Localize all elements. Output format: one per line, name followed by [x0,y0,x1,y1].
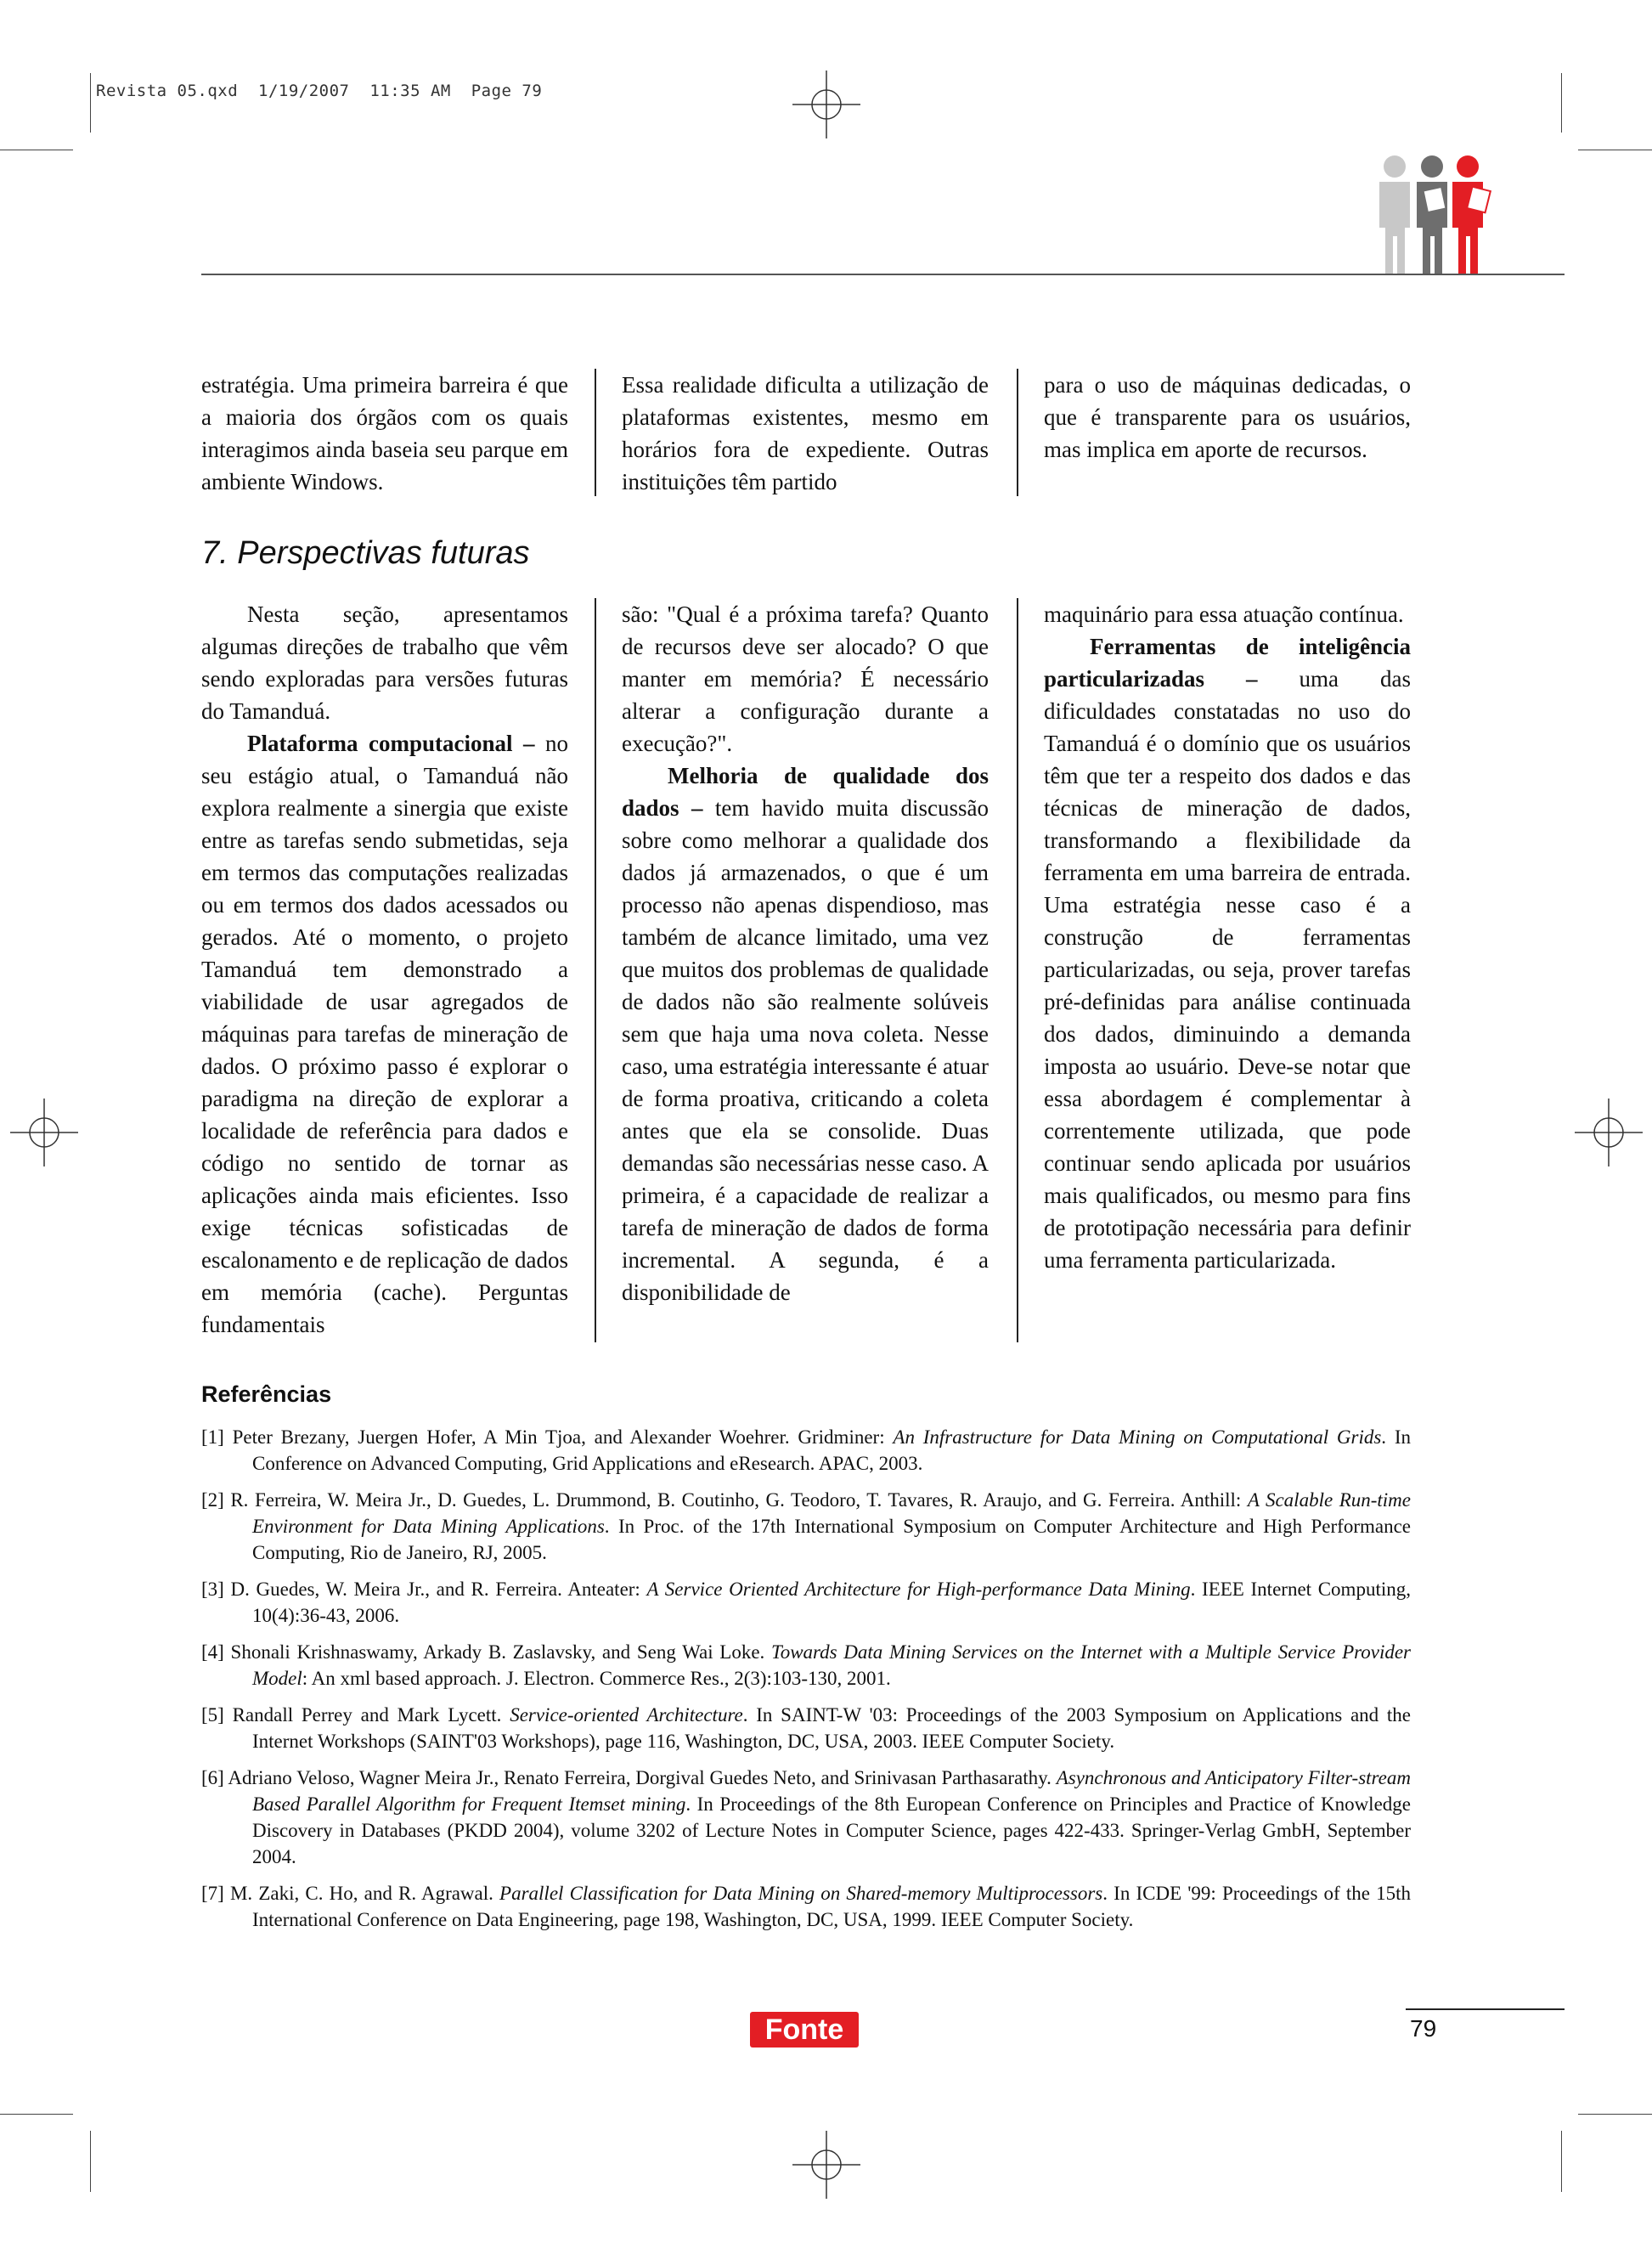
top-column-2: Essa realidade dificulta a utilização de plataformas existentes, mesmo em horários fora de expediente. Outras instituições têm partido [622,372,989,494]
paragraph-text: tem havido muita discussão sobre como melhorar a qualidade dos dados já armazenados, o que é um processo não apenas dispendioso, mas também de alcance limitado, uma vez que muitos dos problemas de qualidade de dados não são realmente solúveis sem que haja uma nova coleta. Nesse caso, uma estratégia interessante é atuar de forma proativa, criticando a coleta antes que ela se consolide. Duas demandas são necessárias nesse caso. A primeira, é a capacidade de realizar a tarefa de mineração de dados de forma incremental. A segunda, é a disponibilidade de [622,795,990,1305]
column-divider [595,369,596,496]
fonte-logo: Fonte [750,2012,859,2048]
reference-item: [6] Adriano Veloso, Wagner Meira Jr., Renato Ferreira, Dorgival Guedes Neto, and Srinivasan Parthasarathy. Asynchronous and Anticipatory Filter-stream Based Parallel Algorithm for Frequent Itemset mining. In Proceedings of the 8th European Conference on Principles and Practice of Knowledge Discovery in Databases (PKDD 2004), volume 3202 of Lecture Notes in Computer Science, pages 422-433. Springer-Verlag GmbH, September 2004. [201,1767,1411,1867]
reference-item: [5] Randall Perrey and Mark Lycett. Service-oriented Architecture. In SAINT-W '03: Proceedings of the 2003 Symposium on Applications and the Internet Workshops (SAINT'03 Workshops), page 116, Washington, DC, USA, 2003. IEEE Computer Society. [201,1704,1412,1752]
paragraph [1044,630,1411,1276]
crop-mark-bottom-right-h [1578,2114,1652,2115]
top-column-1: estratégia. Uma primeira barreira é que a maioria dos órgãos com os quais interagimos ainda baseia seu parque em ambiente Windows. [201,372,568,494]
crop-mark-bottom-left-v [90,2131,91,2192]
column-divider [595,598,596,1342]
reference-item: [3] D. Guedes, W. Meira Jr., and R. Ferreira. Anteater: A Service Oriented Architecture for High-performance Data Mining. IEEE Internet Computing, 10(4):36-43, 2006. [201,1579,1411,1626]
registration-mark-left-icon [10,1099,78,1166]
reference-item: [2] R. Ferreira, W. Meira Jr., D. Guedes, L. Drummond, B. Coutinho, G. Teodoro, T. Tavares, R. Araujo, and G. Ferreira. Anthill: A Scalable Run-time Environment for Data Mining Applications. In Proc. of the 17th International Symposium on Computer Architecture and High Performance Computing, Rio de Janeiro, RJ, 2005. [201,1489,1411,1563]
references-list [201,1424,1411,1943]
crop-mark-bottom-right-v [1561,2131,1562,2192]
column-divider [1017,598,1018,1342]
page-number: 79 [1410,2015,1437,2042]
crop-mark-bottom-left-h [0,2114,73,2115]
crop-mark-top-left-v [90,73,91,133]
paragraph: são: "Qual é a próxima tarefa? Quanto de recursos deve ser alocado? O que manter em memória? É necessário alterar a configuração durante a execução?". [622,602,989,756]
paragraph-heading: Melhoria de qualidade dos dados – [622,763,989,821]
paragraph-text: no seu estágio atual, o Tamanduá não explora realmente a sinergia que existe entre as tarefas sendo submetidas, seja em termos das computações realizadas ou em termos dos dados acessados ou gerados. Até o momento, o projeto Tamanduá tem demonstrado a viabilidade de usar agregados de máquinas para tarefas de mineração de dados. O próximo passo é explorar o paradigma na direção de explorar a localidade de referência para dados e código no sentido de tornar as aplicações ainda mais eficientes. Isso exige técnicas sofisticadas de escalonamento e de replicação de dados em memória (cache). Perguntas fundamentais [201,731,568,1337]
registration-mark-top-icon [792,71,860,138]
print-slug: Revista 05.qxd 1/19/2007 11:35 AM Page 79 [96,82,543,100]
references-title: Referências [201,1381,332,1407]
paragraph [201,727,568,1341]
paragraph [622,760,989,1308]
body-column-2 [622,598,989,1308]
header-rule [201,274,1565,275]
reference-item: [1] Peter Brezany, Juergen Hofer, A Min Tjoa, and Alexander Woehrer. Gridminer: An Infrastructure for Data Mining on Computational Grids. In Conference on Advanced Computing, Grid Applications and eResearch. APAC, 2003. [201,1426,1411,1474]
body-column-1 [201,598,568,1341]
paragraph: Nesta seção, apresentamos algumas direções de trabalho que vêm sendo exploradas para versões futuras do Tamanduá. [201,602,568,724]
body-column-3 [1044,598,1411,1276]
paragraph-heading: Ferramentas de inteligência particularizadas – [1044,634,1411,692]
people-figures-icon [1374,151,1495,279]
footer-rule [1406,2008,1565,2010]
paragraph: maquinário para essa atuação contínua. [1044,602,1404,627]
registration-mark-right-icon [1575,1099,1643,1166]
reference-item: [7] M. Zaki, C. Ho, and R. Agrawal. Parallel Classification for Data Mining on Shared-memory Multiprocessors. In ICDE '99: Proceedings of the 15th International Conference on Data Engineering, page 198, Washington, DC, USA, 1999. IEEE Computer Society. [201,1883,1411,1930]
registration-mark-bottom-icon [792,2131,860,2199]
top-column-3: para o uso de máquinas dedicadas, o que é transparente para os usuários, mas implica em aporte de recursos. [1044,372,1411,462]
paragraph-text: uma das dificuldades constatadas no uso do Tamanduá é o domínio que os usuários têm que ter a respeito dos dados e das técnicas de mineração de dados, transformando a flexibilidade da ferramenta em uma barreira de entrada. Uma estratégia nesse caso é a construção de ferramentas particularizadas, ou seja, prover tarefas pré-definidas para análise continuada dos dados, diminuindo a demanda imposta ao usuário. Deve-se notar que essa abordagem é complementar à correntemente utilizada, que pode continuar sendo aplicada por usuários mais qualificados, ou mesmo para fins de prototipação necessária para definir uma ferramenta particularizada. [1044,666,1411,1273]
reference-item: [4] Shonali Krishnaswamy, Arkady B. Zaslavsky, and Seng Wai Loke. Towards Data Mining Services on the Internet with a Multiple Service Provider Model: An xml based approach. J. Electron. Commerce Res., 2(3):103-130, 2001. [201,1641,1411,1689]
crop-mark-top-right-v [1561,73,1562,133]
column-divider [1017,369,1018,496]
paragraph-heading: Plataforma computacional – [247,731,535,756]
section-title: 7. Perspectivas futuras [201,535,530,571]
